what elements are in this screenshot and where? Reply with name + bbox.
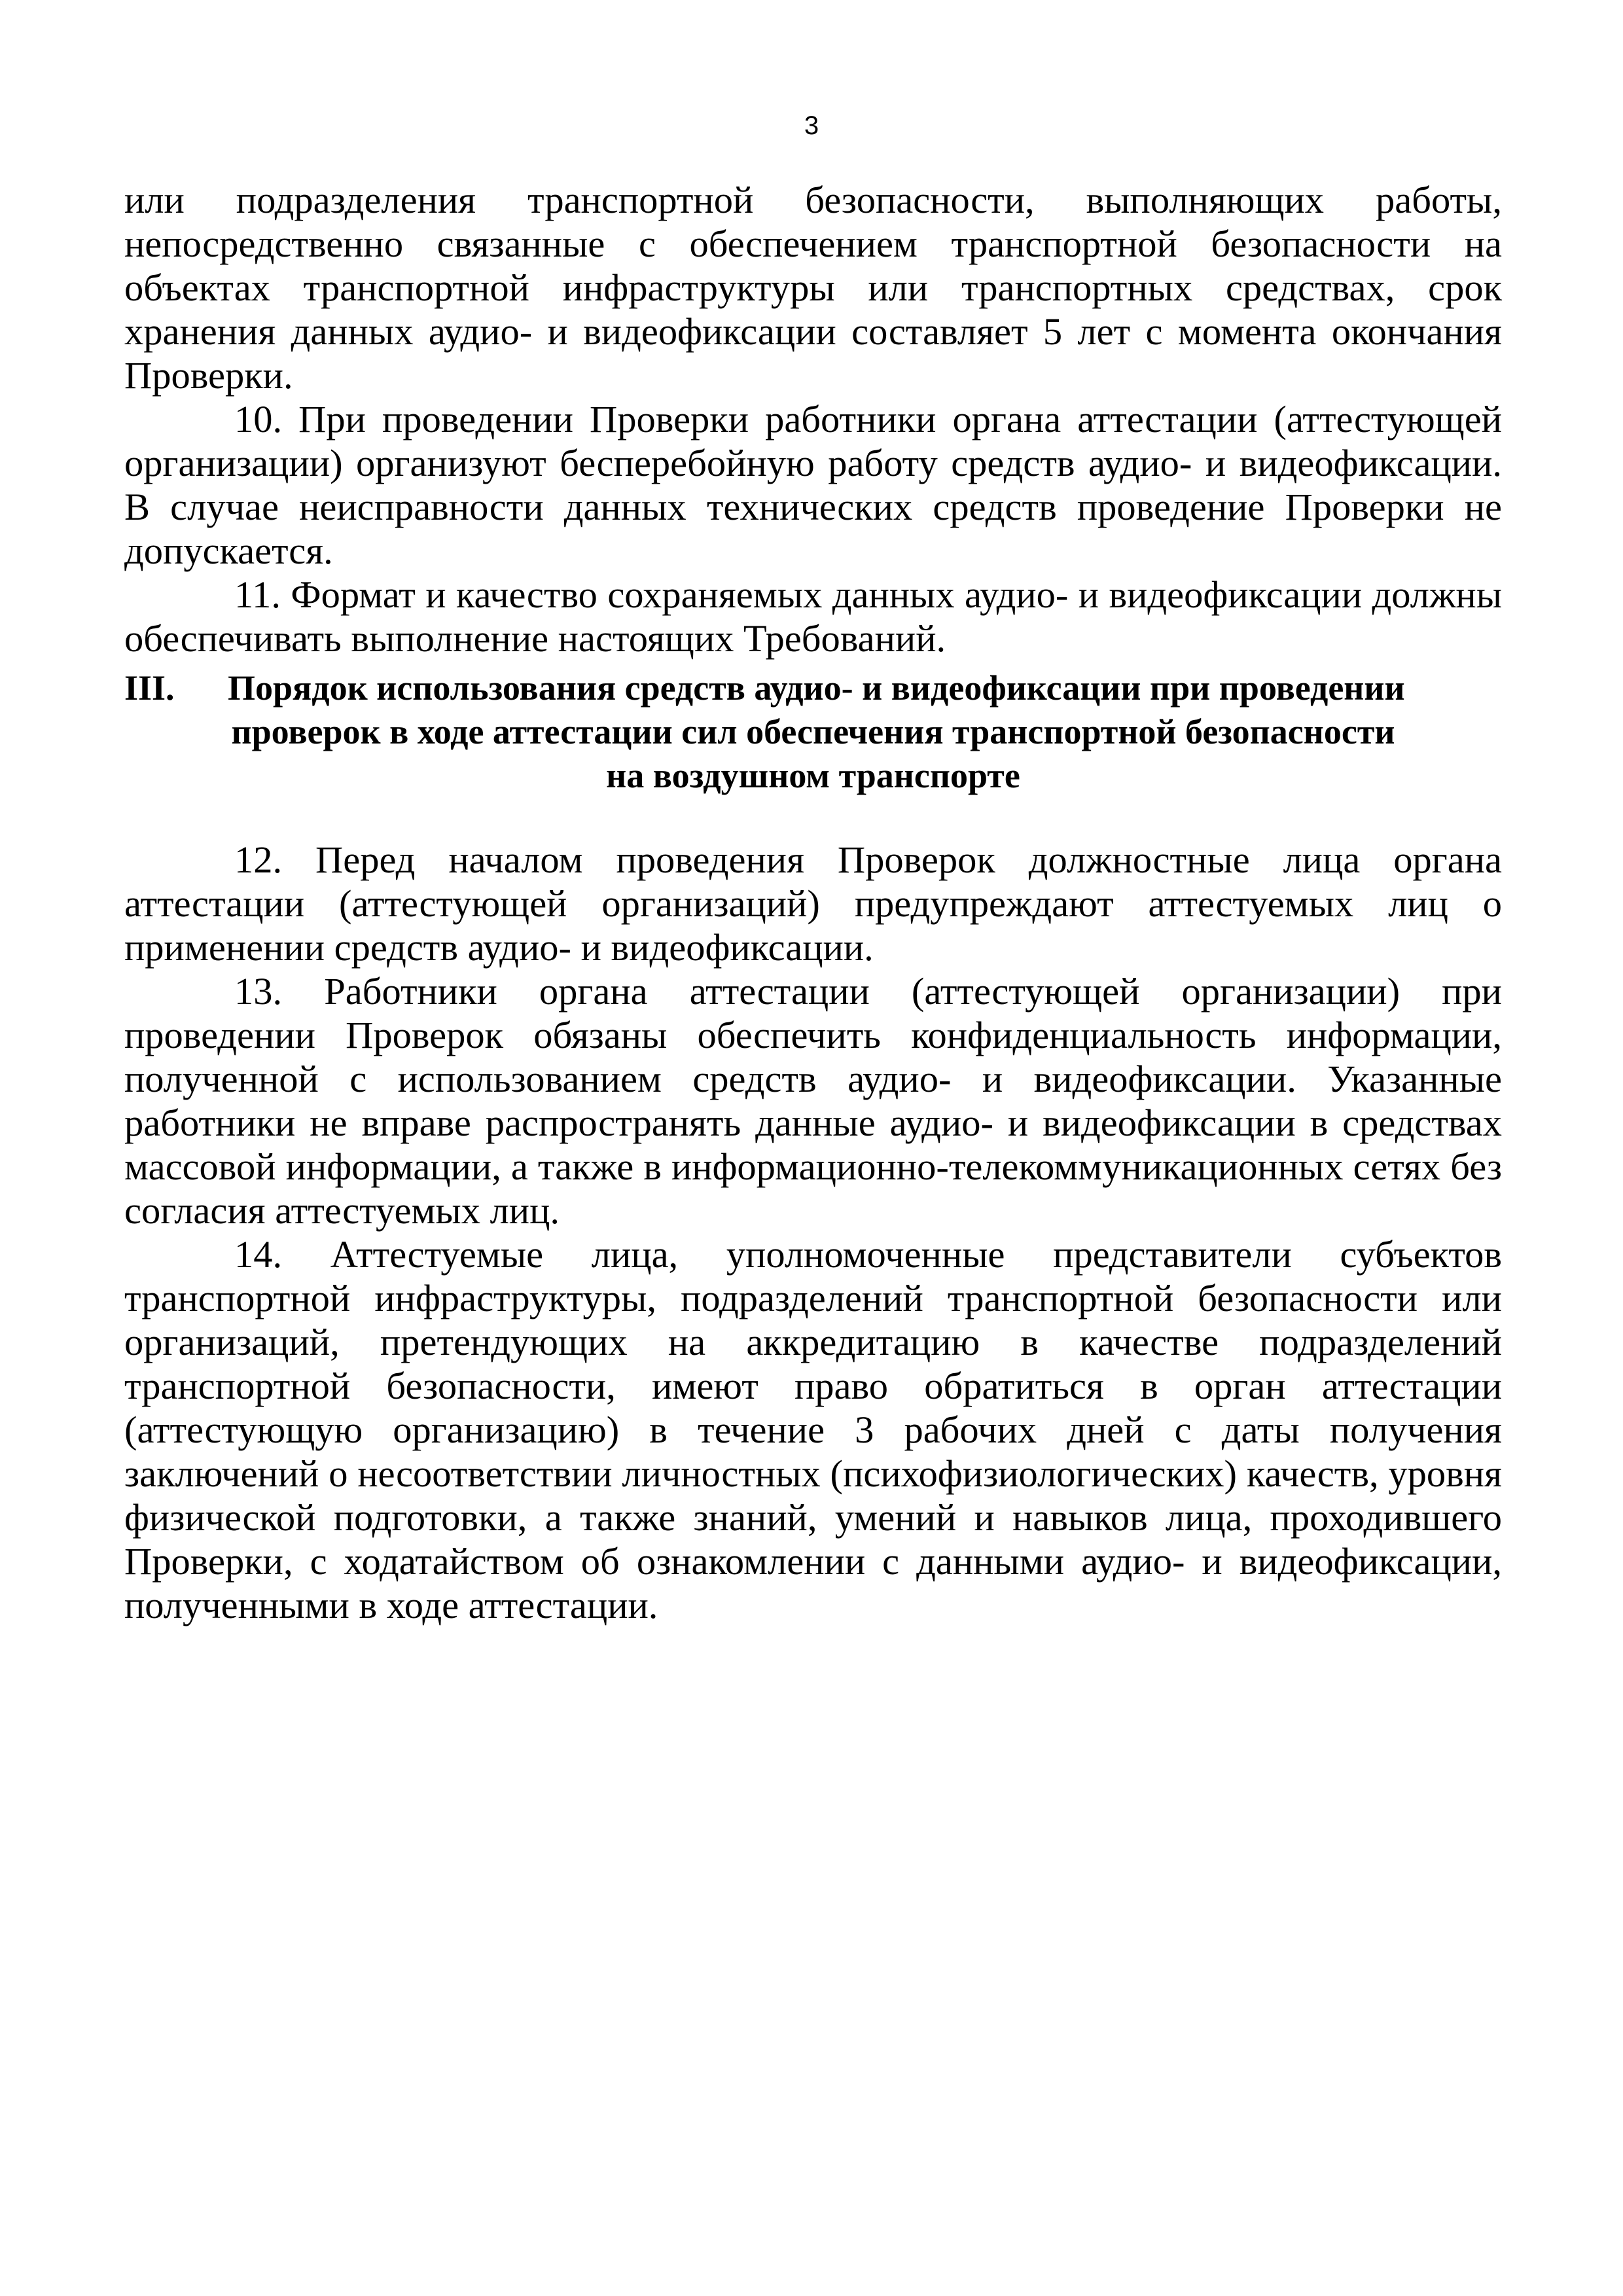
page-number: 3 xyxy=(804,111,819,140)
section-heading-line-2: проверок в ходе аттестации сил обеспечения транспортной безопасности xyxy=(231,712,1395,751)
top-text-block xyxy=(124,178,1502,660)
paragraph-continuation: или подразделения транспортной безопасности, выполняющих работы, непосредственно связанные с обеспечением транспортной безопасности на объектах транспортной инфраструктуры или транспортных средствах, срок хранения данных аудио- и видеофиксации составляет 5 лет с момента окончания Проверки. xyxy=(124,179,1502,397)
section-heading-text-1: Порядок использования средств аудио- и видеофиксации при проведении xyxy=(228,668,1405,708)
paragraph-11: 11. Формат и качество сохраняемых данных аудио- и видеофиксации должны обеспечивать выполнение настоящих Требований. xyxy=(124,573,1502,660)
section-heading xyxy=(124,666,1502,798)
section-heading-line-1 xyxy=(124,666,1502,710)
paragraph-12: 12. Перед началом проведения Проверок должностные лица органа аттестации (аттестующей организаций) предупреждают аттестуемых лиц о применении средств аудио- и видеофиксации. xyxy=(124,838,1502,969)
paragraph-10: 10. При проведении Проверки работники органа аттестации (аттестующей организации) организуют бесперебойную работу средств аудио- и видеофиксации. В случае неисправности данных технических средств проведение Проверки не допускается. xyxy=(124,398,1502,572)
section-numeral: III. xyxy=(124,668,175,708)
paragraph-13: 13. Работники органа аттестации (аттестующей организации) при проведении Проверок обязаны обеспечить конфиденциальность информации, полученной с использованием средств аудио- и видеофиксации. Указанные работники не вправе распространять данные аудио- и видеофиксации в средствах массовой информации, а также в информационно-телекоммуникационных сетях без согласия аттестуемых лиц. xyxy=(124,970,1502,1232)
bottom-text-block xyxy=(124,838,1502,1627)
paragraph-14: 14. Аттестуемые лица, уполномоченные представители субъектов транспортной инфраструктуры, подразделений транспортной безопасности или организаций, претендующих на аккредитацию в качестве подразделений транспортной безопасности, имеют право обратиться в орган аттестации (аттестующую организацию) в течение 3 рабочих дней с даты получения заключений о несоответствии личностных (психофизиологических) качеств, уровня физической подготовки, а также знаний, умений и навыков лица, проходившего Проверки, с ходатайством об ознакомлении с данными аудио- и видеофиксации, полученными в ходе аттестации. xyxy=(124,1233,1502,1626)
section-heading-line-3: на воздушном транспорте xyxy=(606,756,1020,795)
